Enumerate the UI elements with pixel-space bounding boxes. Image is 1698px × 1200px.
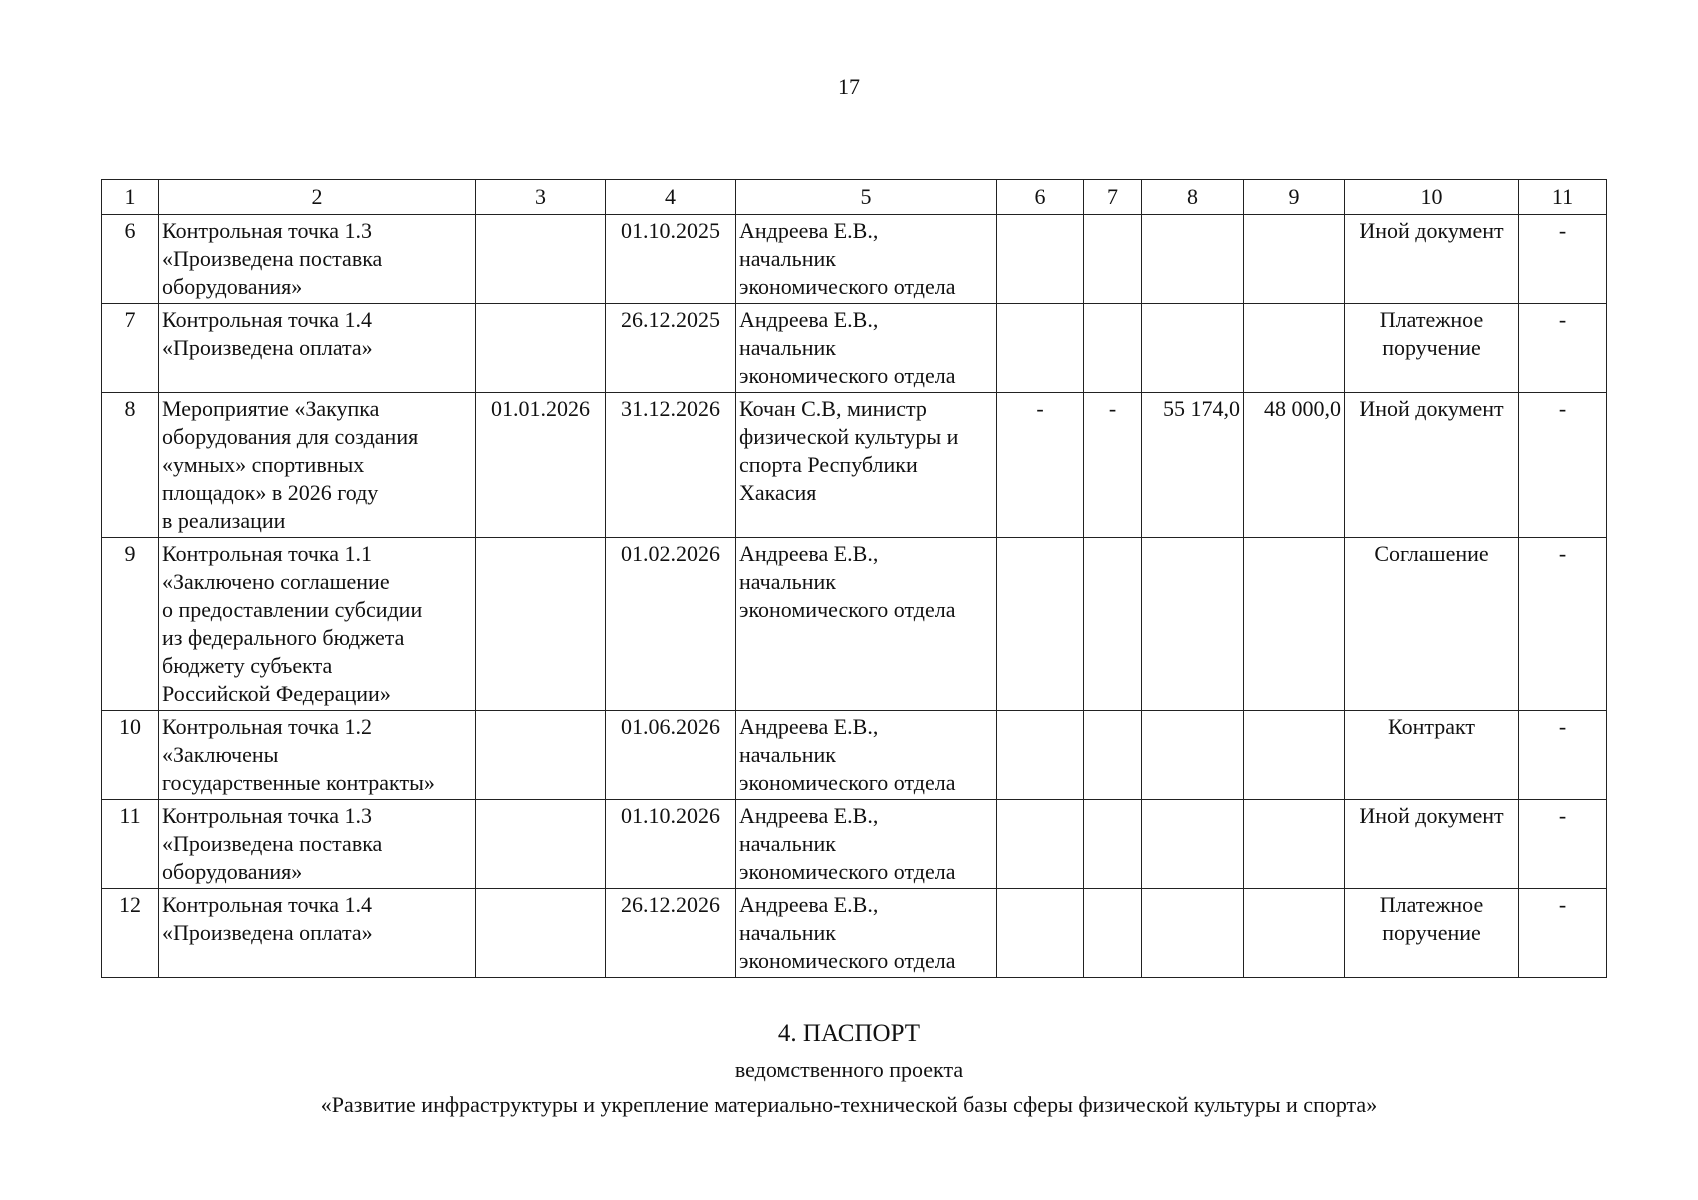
table-row (102, 711, 1607, 800)
section-subtitle: ведомственного проекта (734, 1057, 964, 1082)
event-name-cell: Контрольная точка 1.4 «Произведена оплата» (159, 304, 476, 393)
col11-cell: - (1519, 304, 1607, 393)
column-header: 9 (1244, 180, 1345, 215)
page-number: 17 (838, 74, 860, 99)
col9-value-cell (1244, 304, 1345, 393)
row-number-cell: 11 (102, 800, 159, 889)
col7-cell (1084, 538, 1142, 711)
table-header-row (102, 180, 1607, 215)
column-header: 8 (1142, 180, 1244, 215)
column-header: 7 (1084, 180, 1142, 215)
end-date-cell: 01.02.2026 (606, 538, 736, 711)
start-date-cell (476, 711, 606, 800)
start-date-cell (476, 215, 606, 304)
event-name-cell: Контрольная точка 1.3 «Произведена поставка оборудования» (159, 800, 476, 889)
event-name-cell: Контрольная точка 1.4 «Произведена оплата» (159, 889, 476, 978)
col7-cell (1084, 800, 1142, 889)
end-date-cell: 01.10.2025 (606, 215, 736, 304)
col6-cell (997, 711, 1084, 800)
document-type-cell: Контракт (1345, 711, 1519, 800)
responsible-cell: Кочан С.В, министр физической культуры и спорта Республики Хакасия (736, 393, 997, 538)
control-points-table (101, 179, 1607, 978)
table-row (102, 304, 1607, 393)
col9-value-cell (1244, 711, 1345, 800)
row-number-cell: 8 (102, 393, 159, 538)
col8-value-cell (1142, 215, 1244, 304)
start-date-cell (476, 538, 606, 711)
col8-value-cell (1142, 711, 1244, 800)
document-type-cell: Платежное поручение (1345, 304, 1519, 393)
document-type-cell: Иной документ (1345, 215, 1519, 304)
column-header: 6 (997, 180, 1084, 215)
end-date-cell: 26.12.2026 (606, 889, 736, 978)
document-type-cell: Иной документ (1345, 800, 1519, 889)
responsible-cell: Андреева Е.В., начальник экономического отдела (736, 711, 997, 800)
col11-cell: - (1519, 889, 1607, 978)
event-name-cell: Контрольная точка 1.1 «Заключено соглашение о предоставлении субсидии из федерального бюджета бюджету субъекта Российской Федерации» (159, 538, 476, 711)
event-name-cell: Мероприятие «Закупка оборудования для создания «умных» спортивных площадок» в 2026 году в реализации (159, 393, 476, 538)
row-number-cell: 12 (102, 889, 159, 978)
responsible-cell: Андреева Е.В., начальник экономического отдела (736, 889, 997, 978)
col9-value-cell (1244, 215, 1345, 304)
responsible-cell: Андреева Е.В., начальник экономического отдела (736, 800, 997, 889)
section-title: 4. ПАСПОРТ (777, 1020, 921, 1047)
table-body (102, 215, 1607, 978)
column-header: 3 (476, 180, 606, 215)
col11-cell: - (1519, 393, 1607, 538)
col11-cell: - (1519, 711, 1607, 800)
start-date-cell (476, 889, 606, 978)
col7-cell: - (1084, 393, 1142, 538)
end-date-cell: 31.12.2026 (606, 393, 736, 538)
event-name-cell: Контрольная точка 1.2 «Заключены государственные контракты» (159, 711, 476, 800)
table-row (102, 538, 1607, 711)
col7-cell (1084, 711, 1142, 800)
responsible-cell: Андреева Е.В., начальник экономического отдела (736, 304, 997, 393)
col7-cell (1084, 889, 1142, 978)
col6-cell (997, 800, 1084, 889)
column-header: 2 (159, 180, 476, 215)
col8-value-cell: 55 174,0 (1142, 393, 1244, 538)
col7-cell (1084, 215, 1142, 304)
end-date-cell: 26.12.2025 (606, 304, 736, 393)
table-row (102, 889, 1607, 978)
col9-value-cell (1244, 538, 1345, 711)
event-name-cell: Контрольная точка 1.3 «Произведена поставка оборудования» (159, 215, 476, 304)
col6-cell (997, 304, 1084, 393)
row-number-cell: 9 (102, 538, 159, 711)
row-number-cell: 10 (102, 711, 159, 800)
table-row (102, 215, 1607, 304)
col8-value-cell (1142, 800, 1244, 889)
col7-cell (1084, 304, 1142, 393)
column-header: 10 (1345, 180, 1519, 215)
end-date-cell: 01.06.2026 (606, 711, 736, 800)
table-row (102, 393, 1607, 538)
responsible-cell: Андреева Е.В., начальник экономического отдела (736, 215, 997, 304)
end-date-cell: 01.10.2026 (606, 800, 736, 889)
column-header: 11 (1519, 180, 1607, 215)
row-number-cell: 7 (102, 304, 159, 393)
col11-cell: - (1519, 800, 1607, 889)
col8-value-cell (1142, 304, 1244, 393)
document-type-cell: Иной документ (1345, 393, 1519, 538)
project-name: «Развитие инфраструктуры и укрепление материально-технической базы сферы физической культуры и спорта» (320, 1092, 1378, 1117)
start-date-cell (476, 304, 606, 393)
col9-value-cell (1244, 800, 1345, 889)
start-date-cell (476, 800, 606, 889)
col11-cell: - (1519, 538, 1607, 711)
column-header: 4 (606, 180, 736, 215)
col8-value-cell (1142, 538, 1244, 711)
responsible-cell: Андреева Е.В., начальник экономического отдела (736, 538, 997, 711)
col9-value-cell (1244, 889, 1345, 978)
document-type-cell: Соглашение (1345, 538, 1519, 711)
col6-cell: - (997, 393, 1084, 538)
column-header: 5 (736, 180, 997, 215)
col6-cell (997, 538, 1084, 711)
col6-cell (997, 889, 1084, 978)
col6-cell (997, 215, 1084, 304)
row-number-cell: 6 (102, 215, 159, 304)
column-header: 1 (102, 180, 159, 215)
col11-cell: - (1519, 215, 1607, 304)
col9-value-cell: 48 000,0 (1244, 393, 1345, 538)
start-date-cell: 01.01.2026 (476, 393, 606, 538)
col8-value-cell (1142, 889, 1244, 978)
document-type-cell: Платежное поручение (1345, 889, 1519, 978)
table-row (102, 800, 1607, 889)
